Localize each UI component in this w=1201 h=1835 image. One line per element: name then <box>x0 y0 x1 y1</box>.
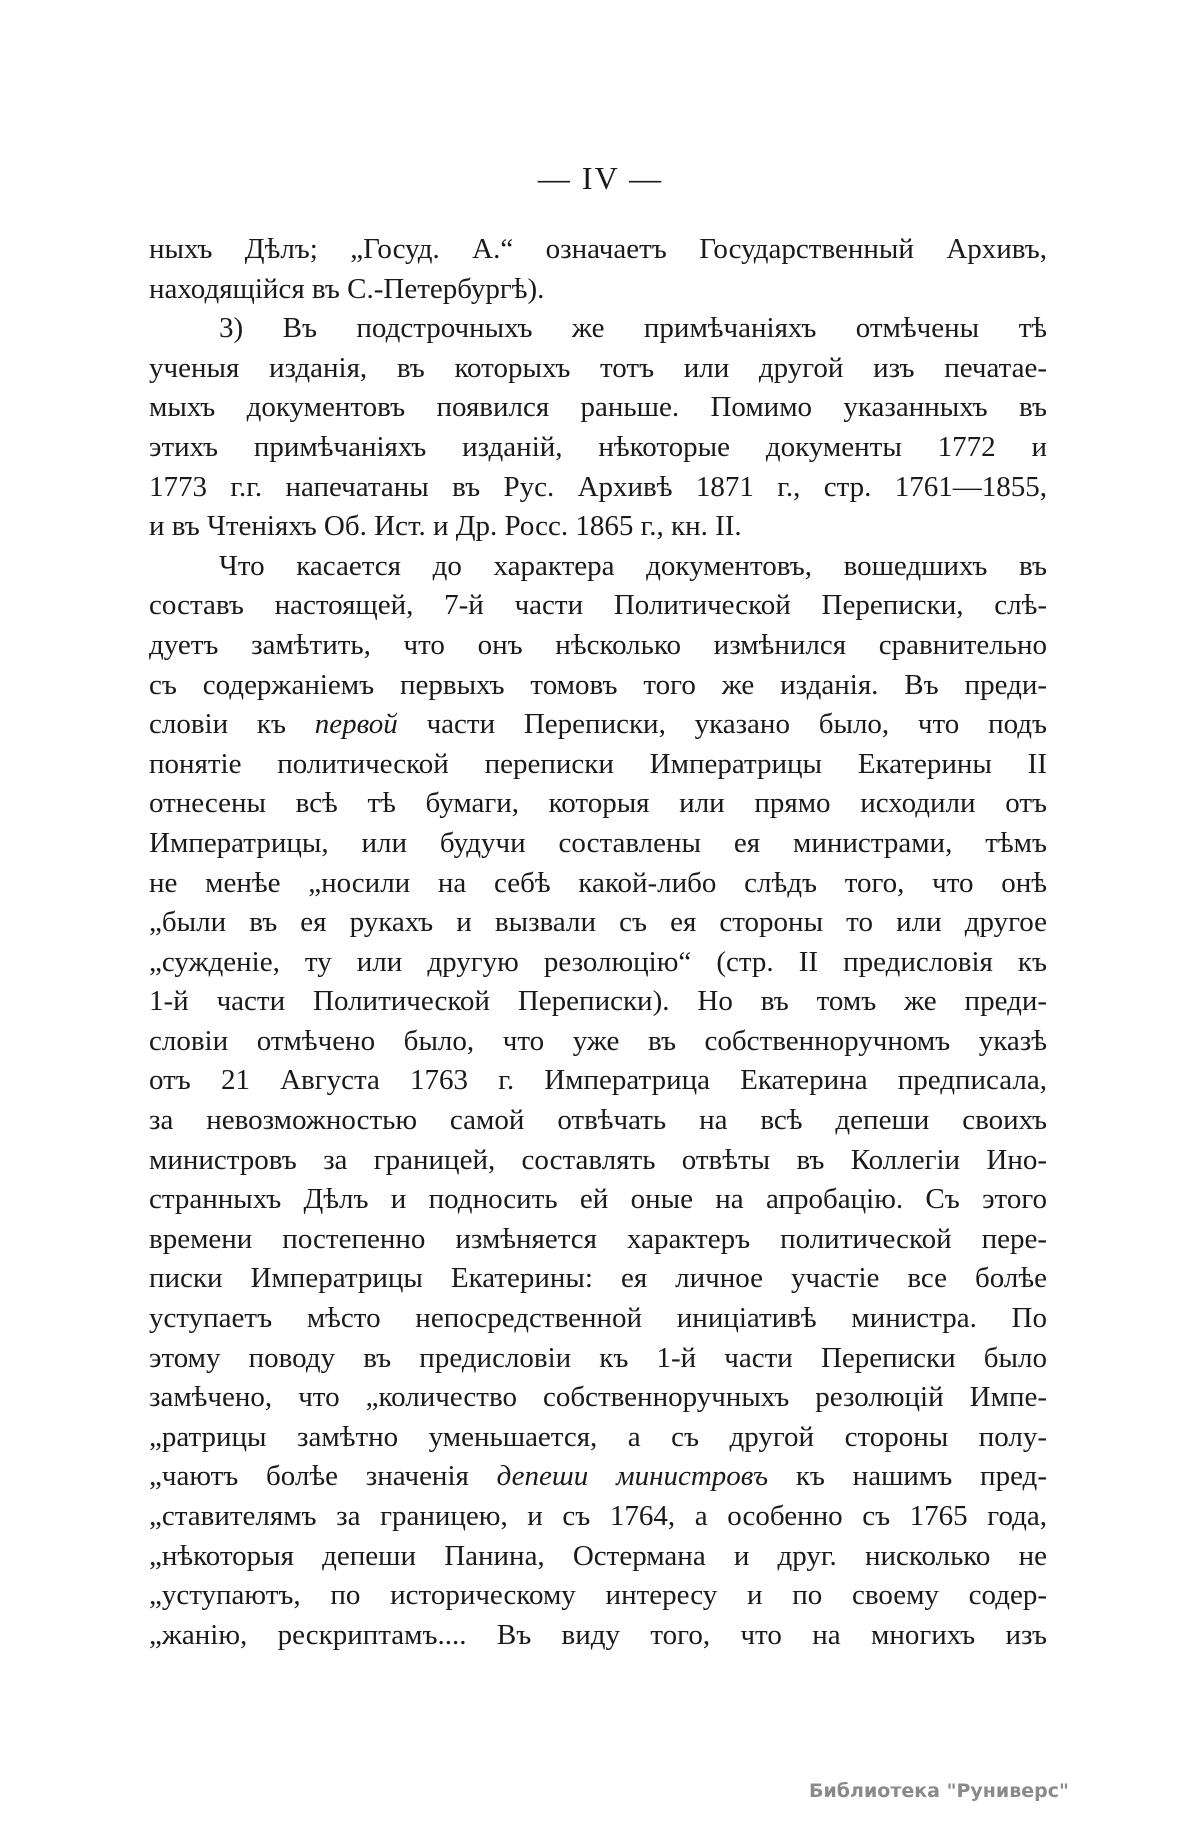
text-segment: „сужденіе, ту или другую резолюцію“ (стр. II предисловія къ <box>149 945 1047 978</box>
text-segment: отнесены всѣ тѣ бумаги, которыя или прямо исходили отъ <box>149 787 1047 820</box>
text-segment: „чаютъ болѣе значенія <box>149 1460 497 1493</box>
page-number: — IV — <box>537 160 664 196</box>
text-segment: странныхъ Дѣлъ и подносить ей оные на апробацію. Съ этого <box>149 1183 1047 1216</box>
text-line <box>149 982 1047 1022</box>
text-segment: мыхъ документовъ появился раньше. Помимо указанныхъ въ <box>149 391 1047 424</box>
text-line <box>149 1101 1047 1141</box>
text-segment: составъ настоящей, 7-й части Политической Переписки, слѣ- <box>149 589 1047 622</box>
body-text <box>149 230 1047 1655</box>
text-segment: министровъ за границей, составлять отвѣты въ Коллегіи Ино- <box>149 1143 1047 1176</box>
text-line <box>149 1339 1047 1379</box>
text-segment: уступаетъ мѣсто непосредственной иниціативѣ министра. По <box>149 1302 1047 1335</box>
text-line <box>149 428 1047 468</box>
text-segment: ныхъ Дѣлъ; „Госуд. А.“ означаетъ Государственный Архивъ, <box>149 233 1047 265</box>
text-segment: ученыя изданія, въ которыхъ тотъ или другой изъ печатае- <box>149 351 1047 384</box>
text-line <box>149 1497 1047 1537</box>
text-line <box>149 270 1047 310</box>
text-segment: находящійся въ С.-Петербургѣ). <box>149 272 545 305</box>
text-line <box>149 745 1047 785</box>
text-line <box>149 943 1047 983</box>
text-segment: Императрицы, или будучи составлены ея министрами, тѣмъ <box>149 826 1047 859</box>
text-segment: „были въ ея рукахъ и вызвали съ ея стороны то или другое <box>149 906 1047 939</box>
text-segment: этихъ примѣчаніяхъ изданій, нѣкоторые документы 1772 и <box>149 430 1047 463</box>
text-line <box>149 1220 1047 1260</box>
text-segment: не менѣе „носили на себѣ какой-либо слѣдъ того, что онѣ <box>149 866 1047 899</box>
text-line <box>149 1259 1047 1299</box>
text-line <box>149 864 1047 904</box>
text-line <box>149 903 1047 943</box>
text-segment: съ содержаніемъ первыхъ томовъ того же изданія. Въ преди- <box>149 668 1047 701</box>
library-watermark: Библиотека "Руниверс" <box>809 1780 1069 1802</box>
text-line <box>149 507 1047 547</box>
text-line <box>149 824 1047 864</box>
text-segment: „ратрицы замѣтно уменьшается, а съ другой стороны полу- <box>149 1420 1047 1453</box>
text-line <box>149 666 1047 706</box>
text-line <box>149 388 1047 428</box>
text-line <box>149 1537 1047 1577</box>
text-segment: замѣчено, что „количество собственноручныхъ резолюцій Импе- <box>149 1381 1047 1414</box>
text-segment: 3) Въ подстрочныхъ же примѣчаніяхъ отмѣчены тѣ <box>219 312 1047 345</box>
text-line <box>149 230 1047 270</box>
text-segment: понятіе политической переписки Императрицы Екатерины II <box>149 747 1047 780</box>
text-line <box>149 1378 1047 1418</box>
text-line <box>149 1061 1047 1101</box>
text-segment: словіи къ <box>149 708 315 741</box>
text-line <box>149 1141 1047 1181</box>
text-line <box>149 1299 1047 1339</box>
text-segment: 1773 г.г. напечатаны въ Рус. Архивѣ 1871 г., стр. 1761—1855, <box>149 470 1047 503</box>
text-segment: части Переписки, указано было, что подъ <box>397 708 1047 741</box>
italic-text: первой <box>314 708 398 741</box>
text-segment: и въ Чтеніяхъ Об. Ист. и Др. Росс. 1865 г., кн. II. <box>149 510 742 543</box>
text-line <box>149 547 1047 587</box>
text-line <box>149 1576 1047 1616</box>
text-segment: словіи отмѣчено было, что уже въ собственноручномъ указѣ <box>149 1024 1047 1057</box>
text-line <box>149 1022 1047 1062</box>
text-line <box>149 1457 1047 1497</box>
text-segment: „ставителямъ за границею, и съ 1764, а особенно съ 1765 года, <box>149 1500 1047 1532</box>
text-segment: за невозможностью самой отвѣчать на всѣ депеши своихъ <box>149 1104 1047 1137</box>
text-segment: „жанію, рескриптамъ.... Въ виду того, что на многихъ изъ <box>149 1618 1047 1651</box>
text-line <box>149 705 1047 745</box>
text-segment: времени постепенно измѣняется характеръ политической пере- <box>149 1222 1047 1255</box>
text-segment: „уступаютъ, по историческому интересу и по своему содер- <box>149 1579 1047 1612</box>
text-segment: къ нашимъ пред- <box>768 1460 1047 1493</box>
text-line <box>149 626 1047 666</box>
text-line <box>149 349 1047 389</box>
text-segment: писки Императрицы Екатерины: ея личное участіе все болѣе <box>149 1262 1047 1295</box>
text-line <box>149 468 1047 508</box>
text-line <box>149 784 1047 824</box>
text-line <box>149 586 1047 626</box>
text-line <box>149 1418 1047 1458</box>
text-segment: этому поводу въ предисловіи къ 1-й части Переписки было <box>149 1341 1047 1374</box>
text-segment: Что касается до характера документовъ, вошедшихъ въ <box>219 549 1047 582</box>
text-line <box>149 309 1047 349</box>
text-segment: дуетъ замѣтить, что онъ нѣсколько измѣнился сравнительно <box>149 628 1047 661</box>
italic-text: депеши министровъ <box>496 1460 769 1493</box>
text-segment: 1-й части Политической Переписки). Но въ томъ же преди- <box>149 985 1047 1018</box>
text-segment: „нѣкоторыя депеши Панина, Остермана и друг. нисколько не <box>149 1539 1047 1572</box>
text-segment: отъ 21 Августа 1763 г. Императрица Екатерина предписала, <box>149 1064 1047 1097</box>
text-line <box>149 1616 1047 1656</box>
text-line <box>149 1180 1047 1220</box>
